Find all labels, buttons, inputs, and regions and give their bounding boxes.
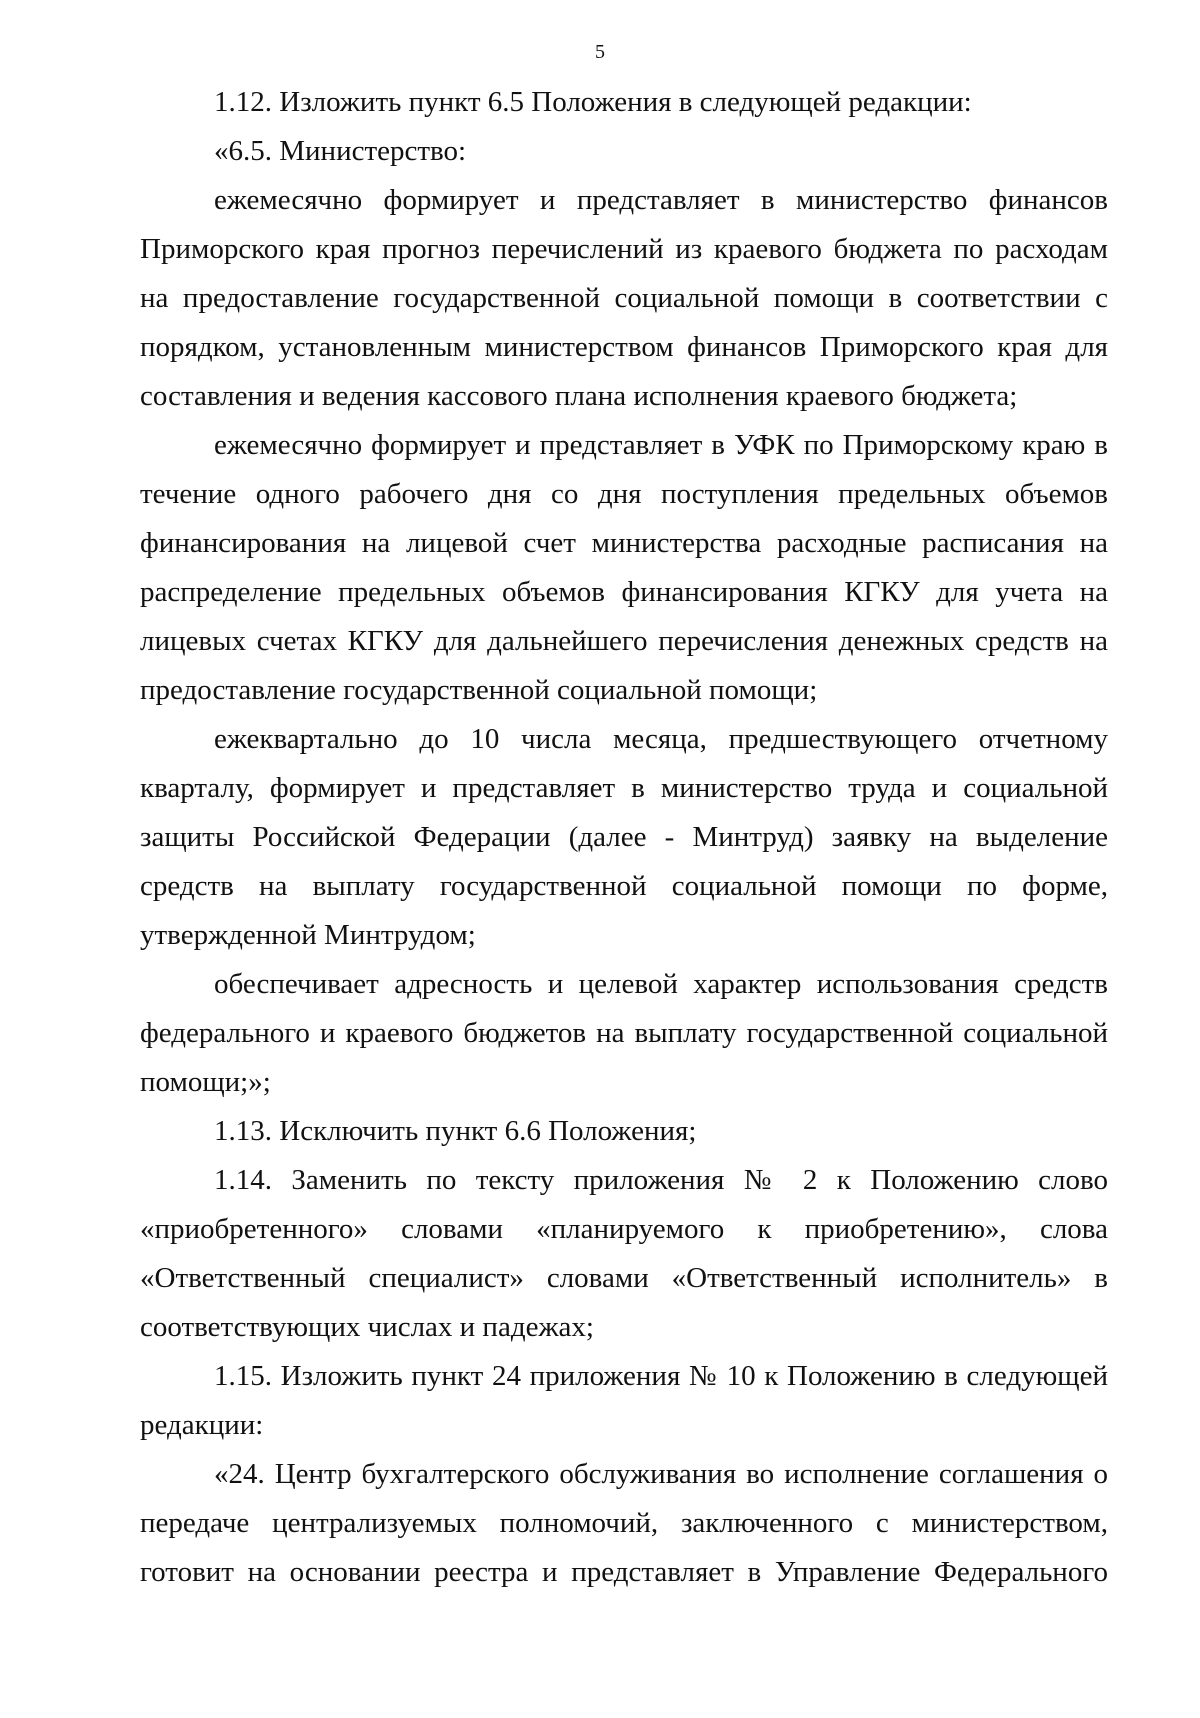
paragraph-24: «24. Центр бухгалтерского обслуживания во исполнение соглашения о передаче централизуемых полномочий, заключенного с министерством, готовит на основании реестра и представляет в Управление Федерального bbox=[140, 1458, 1108, 1588]
paragraph-quarterly-request: ежеквартально до 10 числа месяца, предшествующего отчетному кварталу, формирует и представляет в министерство труда и социальной защиты Российской Федерации (далее - Минтруд) заявку на выделение средств на выплату государственной социальной помощи по форме, утвержденной Минтрудом; bbox=[140, 723, 1108, 951]
document-body bbox=[140, 78, 1108, 1597]
paragraph-6-5-heading: «6.5. Министерство: bbox=[214, 135, 467, 167]
paragraph-1-15: 1.15. Изложить пункт 24 приложения № 10 к Положению в следующей редакции: bbox=[140, 1360, 1108, 1441]
paragraph-1-12: 1.12. Изложить пункт 6.5 Положения в следующей редакции: bbox=[214, 86, 972, 118]
paragraph-monthly-schedules: ежемесячно формирует и представляет в УФК по Приморскому краю в течение одного рабочего дня со дня поступления предельных объемов финансирования на лицевой счет министерства расходные расписания на распределение предельных объемов финансирования КГКУ для учета на лицевых счетах КГКУ для дальнейшего перечисления денежных средств на предоставление государственной социальной помощи; bbox=[140, 429, 1108, 706]
paragraph-targeting: обеспечивает адресность и целевой характер использования средств федерального и краевого бюджетов на выплату государственной социальной помощи;»; bbox=[140, 968, 1108, 1098]
paragraph-monthly-forecast: ежемесячно формирует и представляет в министерство финансов Приморского края прогноз перечислений из краевого бюджета по расходам на предоставление государственной социальной помощи в соответствии с порядком, установленным министерством финансов Приморского края для составления и ведения кассового плана исполнения краевого бюджета; bbox=[140, 184, 1108, 412]
page-number: 5 bbox=[595, 41, 605, 63]
paragraph-1-13: 1.13. Исключить пункт 6.6 Положения; bbox=[214, 1115, 697, 1147]
paragraph-1-14: 1.14. Заменить по тексту приложения № 2 к Положению слово «приобретенного» словами «планируемого к приобретению», слова «Ответственный специалист» словами «Ответственный исполнитель» в соответствующих числах и падежах; bbox=[140, 1164, 1108, 1343]
